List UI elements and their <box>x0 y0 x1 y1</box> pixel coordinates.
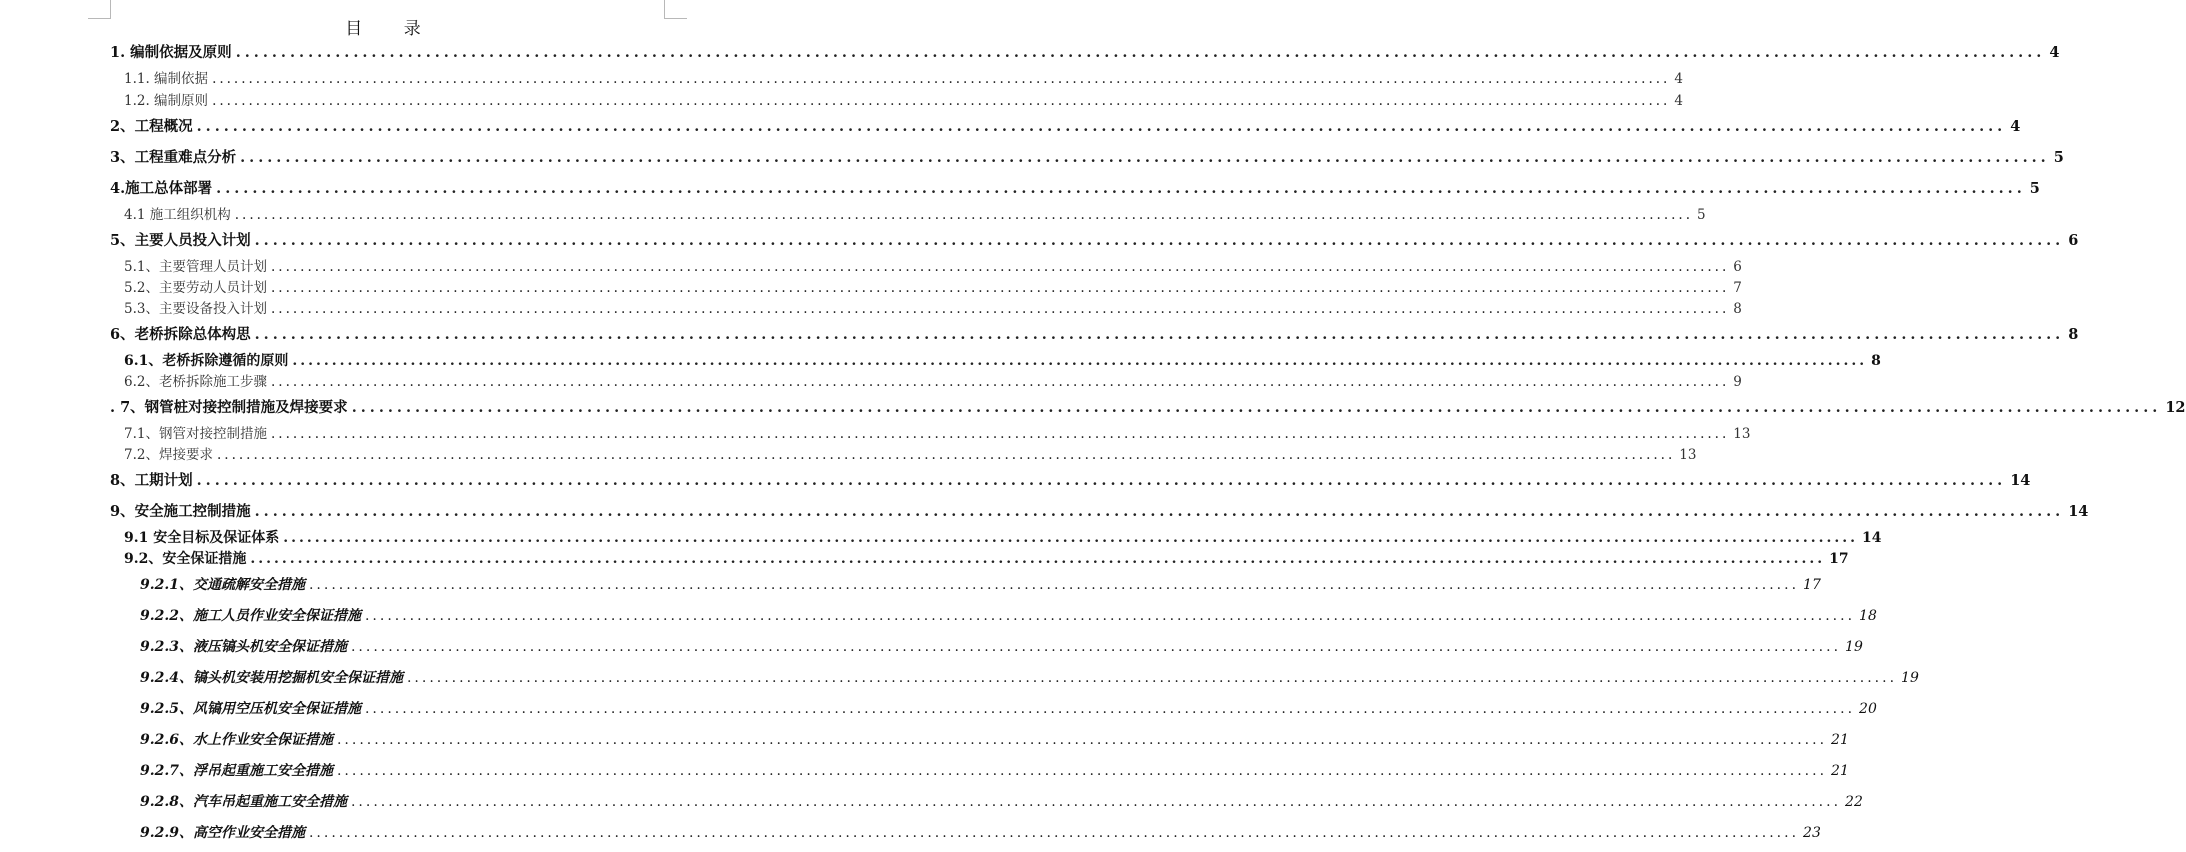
toc-entry[interactable] <box>0 789 1863 811</box>
dot-leader: ........................................................................................................................................................................................................ <box>234 207 1694 223</box>
toc-entry-label: 7.2、焊接要求 <box>124 447 213 463</box>
toc-entry-page: 9 <box>1733 374 1742 390</box>
dot-leader: ........................................................................................................................................................................................................ <box>254 232 2065 249</box>
toc-entry-label: 9、安全施工控制措施 <box>110 503 251 520</box>
dot-leader: ........................................................................................................................................................................................................ <box>196 472 2007 489</box>
toc-entry-page: 5 <box>2029 180 2040 197</box>
toc-entry-page: 12 <box>2165 399 2186 416</box>
toc-entry-page: 6 <box>1733 259 1742 275</box>
toc-entry-page: 20 <box>1859 701 1877 717</box>
toc-entry-label: 5.1、主要管理人员计划 <box>124 259 267 275</box>
toc-entry-label: 9.2.1、交通疏解安全措施 <box>140 577 305 593</box>
toc-entry-page: 14 <box>2010 472 2031 489</box>
dot-leader: ........................................................................................................................................................................................................ <box>196 118 2007 135</box>
toc-entry-label: 9.2.3、液压镐头机安全保证措施 <box>140 639 347 655</box>
dot-leader: ........................................................................................................................................................................................................ <box>212 71 1671 87</box>
toc-entry-label: . 7、钢管桩对接控制措施及焊接要求 <box>110 399 348 416</box>
toc-entry-label: 5.3、主要设备投入计划 <box>124 301 267 317</box>
toc-entry-label: 6.1、老桥拆除遵循的原则 <box>124 353 289 369</box>
toc-entry[interactable] <box>0 202 1706 224</box>
toc-entry[interactable] <box>0 114 2021 136</box>
dot-leader: ........................................................................................................................................................................................................ <box>254 326 2065 343</box>
toc-entry[interactable] <box>0 176 2040 198</box>
dot-leader: ........................................................................................................................................................................................................ <box>212 93 1671 109</box>
toc-entry[interactable] <box>0 442 1697 464</box>
toc-entry-label: 9.2.2、施工人员作业安全保证措施 <box>140 608 361 624</box>
toc-entry-page: 18 <box>1859 608 1877 624</box>
toc-entry[interactable] <box>0 275 1742 297</box>
toc-entry-page: 8 <box>1871 353 1881 369</box>
toc-entry[interactable] <box>0 421 1751 443</box>
dot-leader: ........................................................................................................................................................................................................ <box>270 426 1730 442</box>
toc-entry-page: 8 <box>1733 301 1742 317</box>
toc-entry-page: 7 <box>1733 280 1742 296</box>
dot-leader: ........................................................................................................................................................................................................ <box>350 794 1842 810</box>
toc-entry[interactable] <box>0 665 1919 687</box>
toc-entry-page: 6 <box>2068 232 2079 249</box>
toc-entry-label: 9.2、安全保证措施 <box>124 551 247 567</box>
dot-leader: ........................................................................................................................................................................................................ <box>235 44 2046 61</box>
toc-entry-page: 17 <box>1803 577 1821 593</box>
dot-leader: ........................................................................................................................................................................................................ <box>308 825 1800 841</box>
toc-entry-page: 14 <box>2068 503 2089 520</box>
toc-entry-page: 22 <box>1845 794 1863 810</box>
toc-entry-label: 7.1、钢管对接控制措施 <box>124 426 267 442</box>
dot-leader: ........................................................................................................................................................................................................ <box>292 353 1868 369</box>
dot-leader: ........................................................................................................................................................................................................ <box>336 763 1828 779</box>
toc-entry-page: 4 <box>2049 44 2060 61</box>
toc-entry-label: 6.2、老桥拆除施工步骤 <box>124 374 267 390</box>
dot-leader: ........................................................................................................................................................................................................ <box>364 701 1856 717</box>
dot-leader: ........................................................................................................................................................................................................ <box>270 280 1730 296</box>
dot-leader: ........................................................................................................................................................................................................ <box>270 259 1730 275</box>
toc-entry-label: 8、工期计划 <box>110 472 193 489</box>
toc-entry-page: 14 <box>1862 530 1882 546</box>
dot-leader: ........................................................................................................................................................................................................ <box>350 639 1842 655</box>
toc-entry-page: 21 <box>1831 732 1849 748</box>
toc-title: 目 录 <box>345 19 439 39</box>
toc-entry[interactable] <box>0 499 2089 521</box>
toc-entry-label: 9.2.6、水上作业安全保证措施 <box>140 732 333 748</box>
toc-entry[interactable] <box>0 369 1742 391</box>
toc-entry-label: 9.2.9、高空作业安全措施 <box>140 825 305 841</box>
toc-entry-page: 5 <box>2053 149 2064 166</box>
toc-entry-page: 19 <box>1901 670 1919 686</box>
dot-leader: ........................................................................................................................................................................................................ <box>250 551 1826 567</box>
toc-entry-page: 8 <box>2068 326 2079 343</box>
toc-entry-label: 9.1 安全目标及保证体系 <box>124 530 280 546</box>
dot-leader: ........................................................................................................................................................................................................ <box>270 374 1730 390</box>
toc-entry-page: 23 <box>1803 825 1821 841</box>
dot-leader: ........................................................................................................................................................................................................ <box>351 399 2162 416</box>
toc-entry-label: 2、工程概况 <box>110 118 193 135</box>
toc-entry[interactable] <box>0 727 1849 749</box>
toc-entry-page: 4 <box>2010 118 2021 135</box>
toc-entry-label: 4.1 施工组织机构 <box>124 207 231 223</box>
toc-entry-page: 5 <box>1697 207 1706 223</box>
toc-entry[interactable] <box>0 145 2064 167</box>
toc-entry-label: 9.2.7、浮吊起重施工安全措施 <box>140 763 333 779</box>
toc-entry[interactable] <box>0 88 1683 110</box>
toc-entry[interactable] <box>0 603 1877 625</box>
toc-entry-page: 13 <box>1733 426 1751 442</box>
dot-leader: ........................................................................................................................................................................................................ <box>336 732 1828 748</box>
dot-leader: ........................................................................................................................................................................................................ <box>364 608 1856 624</box>
toc-entry[interactable] <box>0 572 1821 594</box>
dot-leader: ........................................................................................................................................................................................................ <box>308 577 1800 593</box>
toc-entry[interactable] <box>0 254 1742 276</box>
toc-entry-label: 3、工程重难点分析 <box>110 149 237 166</box>
toc-entry-label: 9.2.8、汽车吊起重施工安全措施 <box>140 794 347 810</box>
toc-entry-page: 4 <box>1674 93 1683 109</box>
toc-entry[interactable] <box>0 228 2079 250</box>
toc-entry[interactable] <box>0 348 1881 370</box>
dot-leader: ........................................................................................................................................................................................................ <box>406 670 1898 686</box>
toc-entry[interactable] <box>0 525 1882 547</box>
dot-leader: ........................................................................................................................................................................................................ <box>216 447 1676 463</box>
toc-entry[interactable] <box>0 696 1877 718</box>
dot-leader: ........................................................................................................................................................................................................ <box>254 503 2065 520</box>
toc-entry-label: 1.2. 编制原则 <box>124 93 209 109</box>
toc-entry[interactable] <box>0 546 1849 568</box>
toc-entry[interactable] <box>0 468 2031 490</box>
toc-entry-label: 1.1. 编制依据 <box>124 71 209 87</box>
toc-entry-label: 6、老桥拆除总体构思 <box>110 326 251 343</box>
toc-entry-label: 9.2.5、风镐用空压机安全保证措施 <box>140 701 361 717</box>
toc-entry-page: 4 <box>1674 71 1683 87</box>
toc-entry-label: 5、主要人员投入计划 <box>110 232 251 249</box>
toc-entry[interactable] <box>0 296 1742 318</box>
toc-entry[interactable] <box>0 820 1821 842</box>
toc-entry-label: 4.施工总体部署 <box>110 180 213 197</box>
toc-entry[interactable] <box>0 40 2060 62</box>
toc-entry-page: 19 <box>1845 639 1863 655</box>
toc-entry-page: 13 <box>1679 447 1697 463</box>
toc-entry-page: 21 <box>1831 763 1849 779</box>
toc-entry-label: 9.2.4、镐头机安装用挖掘机安全保证措施 <box>140 670 403 686</box>
toc-entry[interactable] <box>0 66 1683 88</box>
toc-entry[interactable] <box>0 634 1863 656</box>
toc-entry-label: 5.2、主要劳动人员计划 <box>124 280 267 296</box>
dot-leader: ........................................................................................................................................................................................................ <box>240 149 2050 166</box>
dot-leader: ........................................................................................................................................................................................................ <box>270 301 1730 317</box>
toc-entry[interactable] <box>0 322 2079 344</box>
dot-leader: ........................................................................................................................................................................................................ <box>283 530 1859 546</box>
toc-entry[interactable] <box>0 395 2186 417</box>
dot-leader: ........................................................................................................................................................................................................ <box>216 180 2026 197</box>
toc-entry[interactable] <box>0 758 1849 780</box>
toc-entry-label: 1. 编制依据及原则 <box>110 44 232 61</box>
toc-entry-page: 17 <box>1829 551 1849 567</box>
